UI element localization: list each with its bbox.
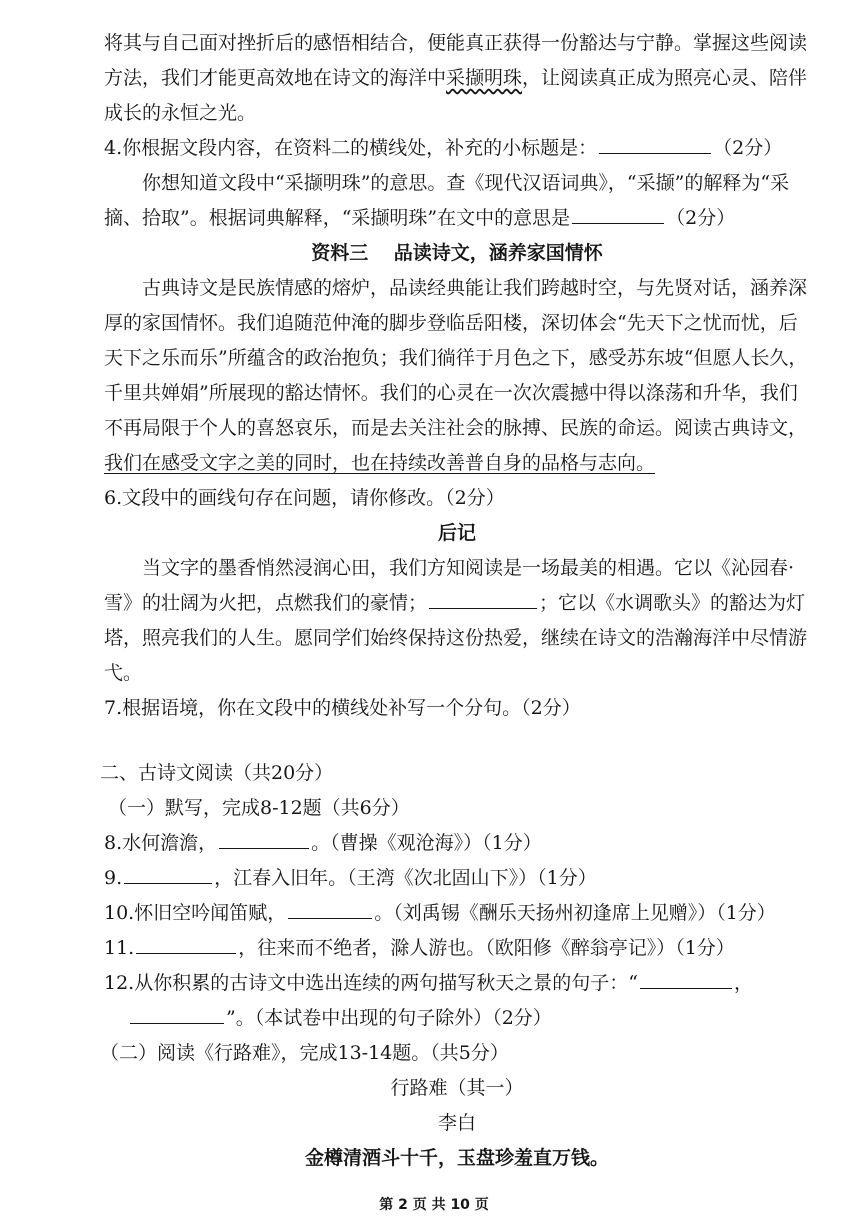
- afterword-paragraph: [104, 551, 810, 691]
- answer-blank[interactable]: [288, 898, 372, 919]
- part-2-2-heading: （二）阅读《行路难》，完成13-14题。（共5分）: [100, 1042, 509, 1064]
- passage-text: 古典诗文是民族情感的熔炉，品读经典能让我们跨越时空，与先贤对话，涵养深厚的家国情怀。我们追随范仲淹的脚步登临岳阳楼，深切体会“先天下之忧而忧，后天下之乐而乐”所蕴含的政治抱负；我们徜徉于月色之下，感受苏东坡“但愿人长久，千里共婵娟”所展现的豁达情怀。我们的心灵在一次次震撼中得以涤荡和升华，我们不再局限于个人的喜怒哀乐，而是去关注社会的脉搏、民族的命运。阅读古典诗文，: [104, 277, 808, 439]
- question-text: ，往来而不绝者，滁人游也。（欧阳修《醉翁亭记》）（1分）: [238, 937, 735, 959]
- question-6: 6.文段中的画线句存在问题，请你修改。（2分）: [104, 487, 505, 509]
- answer-blank[interactable]: [130, 1003, 224, 1024]
- question-10: [104, 896, 810, 931]
- answer-blank[interactable]: [599, 133, 711, 154]
- question-text: 10.怀旧空吟闻笛赋，: [104, 902, 287, 924]
- question-8: [104, 826, 810, 861]
- wavy-underlined-phrase: 采撷明珠: [446, 67, 523, 89]
- passage-paragraph-1: [104, 26, 810, 131]
- question-text: 。（刘禹锡《酬乐天扬州初逢席上见赠》）（1分）: [374, 902, 776, 924]
- part-2-heading: 二、古诗文阅读（共20分）: [100, 762, 334, 784]
- question-text: 。（曹操《观沧海》）（1分）: [311, 832, 542, 854]
- page-footer: 第 2 页 共 10 页: [379, 1197, 489, 1213]
- score-note: （2分）: [666, 207, 736, 229]
- section-3-title: 资料三 品读诗文，涵养家国情怀: [311, 242, 603, 264]
- question-text: 9.: [104, 867, 123, 889]
- passage-text: ；它以《水调歌头》的豁达为灯塔，照亮我们的人生。愿同学们始终保持这份热爱，继续在诗文的浩瀚海洋中尽情游弋。: [104, 592, 808, 684]
- question-text: 8.水何澹澹，: [104, 832, 218, 854]
- passage-text: ，让阅读真正成为照亮心灵、陪伴成长的永恒之光。: [104, 67, 808, 124]
- afterword-title: 后记: [437, 522, 476, 544]
- question-4: [104, 131, 810, 166]
- question-text: 4.你根据文段内容，在资料二的横线处，补充的小标题是：: [104, 137, 598, 159]
- question-text: ”。（本试卷中出现的句子除外）（2分）: [226, 1007, 552, 1029]
- underlined-sentence: 我们在感受文字之美的同时，也在持续改善普自身的品格与志向。: [104, 452, 656, 474]
- answer-blank[interactable]: [124, 863, 212, 884]
- question-7: 7.根据语境，你在文段中的横线处补写一个分句。（2分）: [104, 697, 581, 719]
- answer-blank[interactable]: [572, 203, 664, 224]
- question-text: ，: [733, 972, 753, 994]
- question-12: [104, 966, 810, 1036]
- answer-blank[interactable]: [640, 968, 732, 989]
- question-text: ，江春入旧年。（王湾《次北固山下》）（1分）: [214, 867, 597, 889]
- passage-text: 当文字的墨香悄然浸润心田，我们方知阅读是一场最美的相遇。它以《沁园春·雪》的壮阔为火把，点燃我们的豪情；: [104, 557, 795, 614]
- passage-text: 将其与自己面对挫折后的感悟相结合，便能真正获得一份豁达与宁静。掌握这些阅读方法，我们才能更高效地在诗文的海洋中: [104, 32, 808, 89]
- answer-blank[interactable]: [219, 828, 309, 849]
- question-text: 12.从你积累的古诗文中选出连续的两句描写秋天之景的句子：“: [104, 972, 638, 994]
- question-9: [104, 861, 810, 896]
- passage-paragraph-3: [104, 271, 810, 481]
- score-note: （2分）: [713, 137, 783, 159]
- question-text: 11.: [104, 937, 135, 959]
- question-5: [104, 166, 810, 236]
- poem-line: 金樽清酒斗十千，玉盘珍羞直万钱。: [304, 1147, 609, 1169]
- spacer: [104, 726, 810, 756]
- question-text: 你想知道文段中“采撷明珠”的意思。查《现代汉语词典》，“采撷”的解释为“采摘、拾取”。根据词典解释，“采撷明珠”在文中的意思是: [104, 172, 790, 229]
- part-2-1-heading: （一）默写，完成8-12题（共6分）: [108, 797, 410, 819]
- answer-blank[interactable]: [429, 588, 537, 609]
- question-11: [104, 931, 810, 966]
- answer-blank[interactable]: [136, 933, 236, 954]
- poem-author: 李白: [437, 1112, 476, 1134]
- poem-title: 行路难（其一）: [390, 1077, 524, 1099]
